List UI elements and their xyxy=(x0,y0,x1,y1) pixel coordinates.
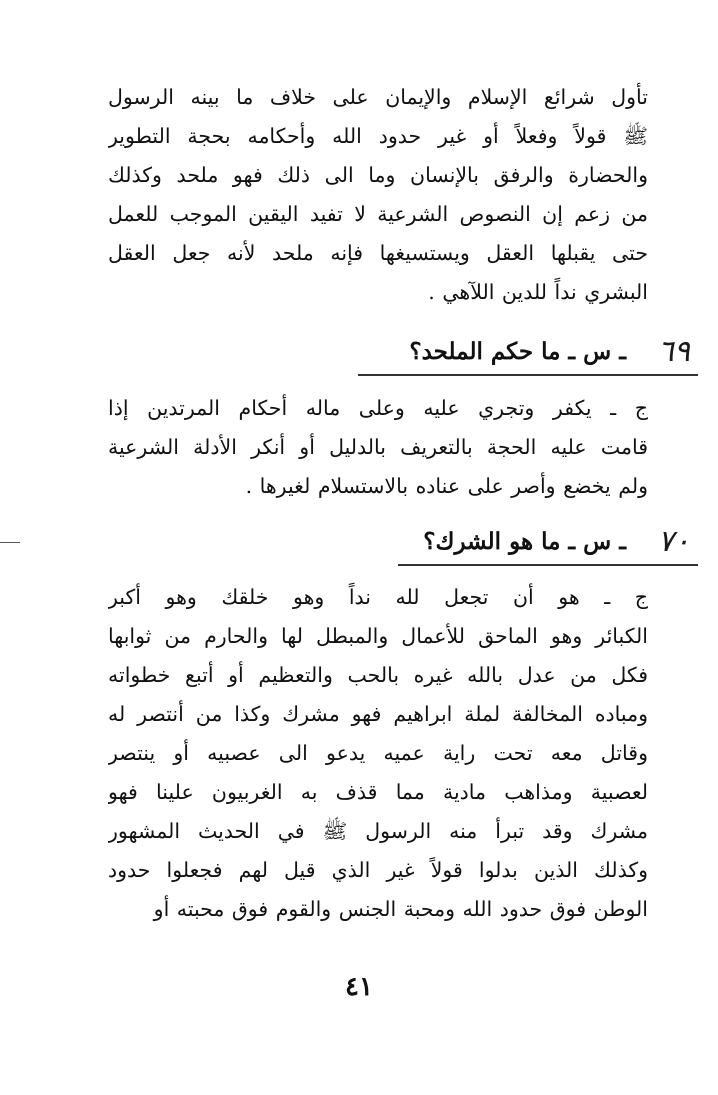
heading-underline xyxy=(358,374,698,376)
question-number: ٦٩ xyxy=(657,334,690,369)
paragraph-answer-70 xyxy=(108,578,648,929)
text-line: والحضارة والرفق بالإنسان وما الى ذلك فهو ملحد وكذلك xyxy=(108,163,648,187)
question-text: ـ س ـ ما حكم الملحد؟ xyxy=(409,338,626,365)
text-line: وكذلك الذين بدلوا قولاً غير الذي قيل لهم فجعلوا حدود xyxy=(108,858,648,882)
text-line: لعصبية ومذاهب مادية مما قذف به الغربيون علينا فهو xyxy=(108,780,648,804)
text-line: ولم يخضع وأصر على عناده بالاستسلام لغيرها . xyxy=(245,474,648,498)
text-line: وقاتل معه تحت راية عميه يدعو الى عصبيه أو ينتصر xyxy=(108,741,648,765)
text-line: تأول شرائع الإسلام والإيمان على خلاف ما بينه الرسول xyxy=(108,85,648,109)
question-number: ٧٠ xyxy=(657,524,690,559)
question-text: ـ س ـ ما هو الشرك؟ xyxy=(423,528,626,555)
heading-side-stroke xyxy=(0,542,20,543)
text-line: فكل من عدل بالله غيره بالحب والتعظيم أو أتبع خطواته xyxy=(108,663,648,687)
text-line: ﷺ قولاً وفعلاً أو غير حدود الله وأحكامه بحجة التطوير xyxy=(108,124,648,148)
paragraph-answer-69 xyxy=(108,389,648,506)
text-line: ومباده المخالفة لملة ابراهيم فهو مشرك وكذا من أنتصر له xyxy=(108,702,648,726)
text-line: الوطن فوق حدود الله ومحبة الجنس والقوم فوق محبته أو xyxy=(153,897,648,921)
text-line: من زعم إن النصوص الشرعية لا تفيد اليقين الموجب للعمل xyxy=(108,202,648,226)
question-heading-70 xyxy=(0,520,718,566)
text-line: ج ـ هو أن تجعل لله نداً وهو خلقك وهو أكبر xyxy=(108,585,648,609)
text-line: قامت عليه الحجة بالتعريف بالدليل أو أنكر الأدلة الشرعية xyxy=(108,435,648,459)
heading-underline xyxy=(398,564,698,566)
text-line: الكبائر وهو الماحق للأعمال والمبطل لها والحارم من ثوابها xyxy=(108,624,648,648)
text-line: البشري نداً للدين اللآهي . xyxy=(428,280,648,304)
text-line: حتى يقبلها العقل ويستسيغها فإنه ملحد لأنه جعل العقل xyxy=(108,241,648,265)
page-number: ٤١ xyxy=(345,972,373,1002)
text-line: مشرك وقد تبرأ منه الرسول ﷺ في الحديث المشهور xyxy=(108,819,648,843)
text-line: ج ـ يكفر وتجري عليه وعلى ماله أحكام المرتدين إذا xyxy=(108,396,648,420)
question-heading-69 xyxy=(0,330,718,376)
paragraph-ilhad-definition xyxy=(108,78,648,312)
